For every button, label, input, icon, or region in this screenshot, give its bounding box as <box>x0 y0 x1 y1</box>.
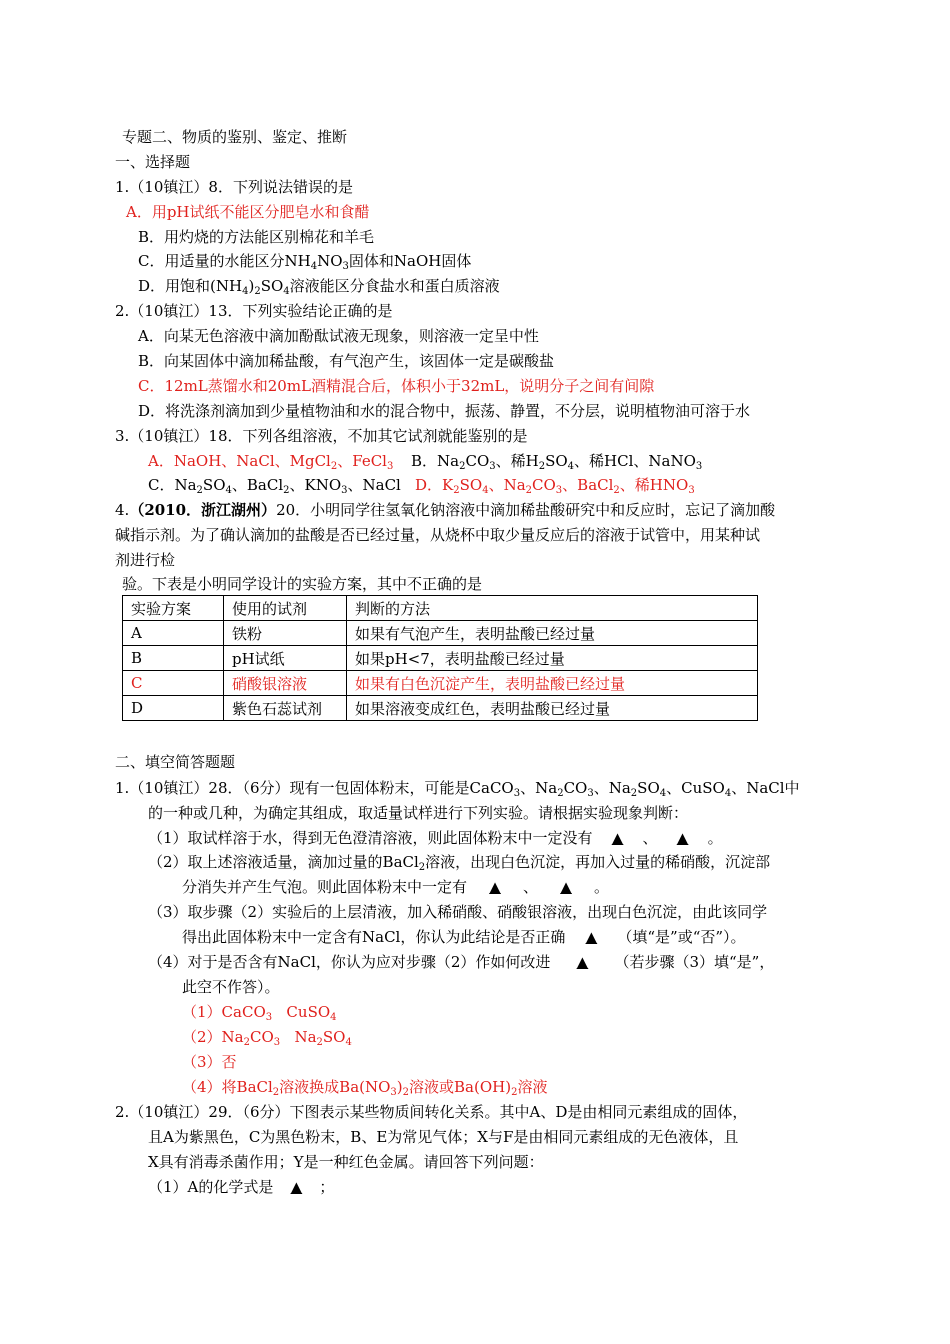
f1-answer-4: （4）将BaCl$_2$溶液换成$Ba(NO_3)_2$溶液或$Ba(OH)_2$溶液 <box>182 1078 548 1098</box>
f2-part1: （1）A的化学式是 ▲ ； <box>148 1178 335 1196</box>
q2-option-c: C．12mL蒸馏水和20mL酒精混合后，体积小于32mL，说明分子之间有间隙 <box>138 377 655 395</box>
f2-stem-line3: X具有消毒杀菌作用；Y是一种红色金属。请回答下列问题： <box>148 1153 544 1171</box>
f1-part2-line2: 分消失并产生气泡。则此固体粉末中一定有 ▲ 、 ▲ 。 <box>182 878 610 896</box>
f1-part3-line2: 得出此固体粉末中一定含有NaCl，你认为此结论是否正确 ▲ （填“是”或“否”）。 <box>182 928 746 946</box>
q1-stem: 1.（10镇江）8．下列说法错误的是 <box>115 178 353 196</box>
q4-stem-line2: 碱指示剂。为了确认滴加的盐酸是否已经过量，从烧杯中取少量反应后的溶液于试管中，用某种试 <box>115 526 761 544</box>
table-cell: 如果有白色沉淀产生，表明盐酸已经过量 <box>347 671 758 696</box>
f2-stem-line2: 且A为紫黑色，C为黑色粉末，B、E为常见气体；X与F是由相同元素组成的无色液体，且 <box>148 1128 739 1146</box>
q4-stem-line3: 剂进行检 <box>115 551 176 569</box>
table-cell: 如果有气泡产生，表明盐酸已经过量 <box>347 621 758 646</box>
table-row <box>123 646 758 671</box>
answer-blank[interactable]: ▲ <box>489 878 501 896</box>
table-cell: 如果溶液变成红色，表明盐酸已经过量 <box>347 696 758 721</box>
f1-part1: （1）取试样溶于水，得到无色澄清溶液，则此固体粉末中一定没有 ▲ 、 ▲ 。 <box>148 829 723 847</box>
f1-part3-line1: （3）取步骤（2）实验后的上层清液，加入稀硝酸、硝酸银溶液，出现白色沉淀，由此该同学 <box>148 903 768 921</box>
table-cell: 如果pH<7，表明盐酸已经过量 <box>347 646 758 671</box>
table-header-cell: 实验方案 <box>123 596 224 621</box>
q4-stem-line4: 验。下表是小明同学设计的实验方案，其中不正确的是 <box>122 575 483 593</box>
table-header-cell: 使用的试剂 <box>224 596 347 621</box>
q3-stem: 3.（10镇江）18．下列各组溶液，不加其它试剂就能鉴别的是 <box>115 427 528 445</box>
table-row <box>123 696 758 721</box>
f1-part4-line2: 此空不作答）。 <box>182 978 280 996</box>
f1-part4-line1: （4）对于是否含有NaCl，你认为应对步骤（2）作如何改进 ▲ （若步骤（3）填“是”， <box>148 953 775 971</box>
q3-option-c: C．$Na_2SO_4$、BaCl$_2$、$KNO_3$、NaCl <box>148 476 401 496</box>
table-row-answer <box>123 671 758 696</box>
table-cell: 硝酸银溶液 <box>224 671 347 696</box>
f1-answer-2: $(2)Na_2CO_3$ $Na_2SO_4$ <box>182 1028 352 1048</box>
q3-option-d: D．$K_2SO_4$、$Na_2CO_3$、BaCl$_2$、稀$HNO_3$ <box>415 476 695 496</box>
q1-option-d: D．用饱和$(NH_4)_2SO_4$溶液能区分食盐水和蛋白质溶液 <box>138 277 500 297</box>
answer-blank[interactable]: ▲ <box>576 953 589 971</box>
q1-option-a: A．用pH试纸不能区分肥皂水和食醋 <box>126 203 370 221</box>
answer-blank[interactable]: ▲ <box>611 829 624 847</box>
table-cell: A <box>123 621 224 646</box>
answer-blank[interactable]: ▲ <box>585 928 598 946</box>
q2-stem: 2.（10镇江）13．下列实验结论正确的是 <box>115 302 393 320</box>
answer-blank[interactable]: ▲ <box>676 829 689 847</box>
answer-blank[interactable]: ▲ <box>290 1178 303 1196</box>
section-heading-fill: 二、填空简答题题 <box>115 753 236 771</box>
table-cell: 铁粉 <box>224 621 347 646</box>
table-cell: C <box>123 671 224 696</box>
f1-part2-line1: （2）取上述溶液适量，滴加过量的BaCl$_2$溶液，出现白色沉淀，再加入过量的稀硝酸，沉淀部 <box>148 853 771 873</box>
q1-option-b: B．用灼烧的方法能区别棉花和羊毛 <box>138 228 375 246</box>
table-cell: D <box>123 696 224 721</box>
table-header-row <box>123 596 758 621</box>
q2-option-d: D．将洗涤剂滴加到少量植物油和水的混合物中，振荡、静置，不分层，说明植物油可溶于水 <box>138 402 751 420</box>
f2-stem-line1: 2.（10镇江）29．（6分）下图表示某些物质间转化关系。其中A、D是由相同元素组成的固体， <box>115 1103 748 1121</box>
table-cell: 紫色石蕊试剂 <box>224 696 347 721</box>
table-row <box>123 621 758 646</box>
q3-option-a: A．NaOH、NaCl、MgCl$_2$、FeCl$_3$ <box>148 452 394 472</box>
f1-answer-1: （1）CaCO$_3$ CuSO$_4$ <box>182 1003 337 1023</box>
q1-option-c: C．用适量的水能区分$NH_4NO_3$固体和NaOH固体 <box>138 252 472 272</box>
q2-option-a: A．向某无色溶液中滴加酚酞试液无现象，则溶液一定呈中性 <box>138 327 539 345</box>
section-heading-choice: 一、选择题 <box>115 153 191 171</box>
f1-stem-line1: 1.（10镇江）28．（6分）现有一包固体粉末，可能是CaCO$_3$、$Na_2CO_3$、$Na_2SO_4$、CuSO$_4$、NaCl中 <box>115 779 800 799</box>
table-cell: pH试纸 <box>224 646 347 671</box>
table-header-cell: 判断的方法 <box>347 596 758 621</box>
experiment-plan-table <box>122 595 758 721</box>
answer-blank[interactable]: ▲ <box>560 878 572 896</box>
q3-option-b: B．$Na_2CO_3$、稀$H_2SO_4$、稀HCl、NaNO$_3$ <box>411 452 703 472</box>
q4-stem-line1: 4.（2010．浙江湖州）20．小明同学往氢氧化钠溶液中滴加稀盐酸研究中和反应时，忘记了滴加酸 <box>115 501 776 519</box>
document-title: 专题二、物质的鉴别、鉴定、推断 <box>122 128 348 146</box>
table-cell: B <box>123 646 224 671</box>
q2-option-b: B．向某固体中滴加稀盐酸，有气泡产生，该固体一定是碳酸盐 <box>138 352 555 370</box>
f1-answer-3: （3）否 <box>182 1053 237 1071</box>
f1-stem-line2: 的一种或几种，为确定其组成，取适量试样进行下列实验。请根据实验现象判断： <box>148 804 689 822</box>
